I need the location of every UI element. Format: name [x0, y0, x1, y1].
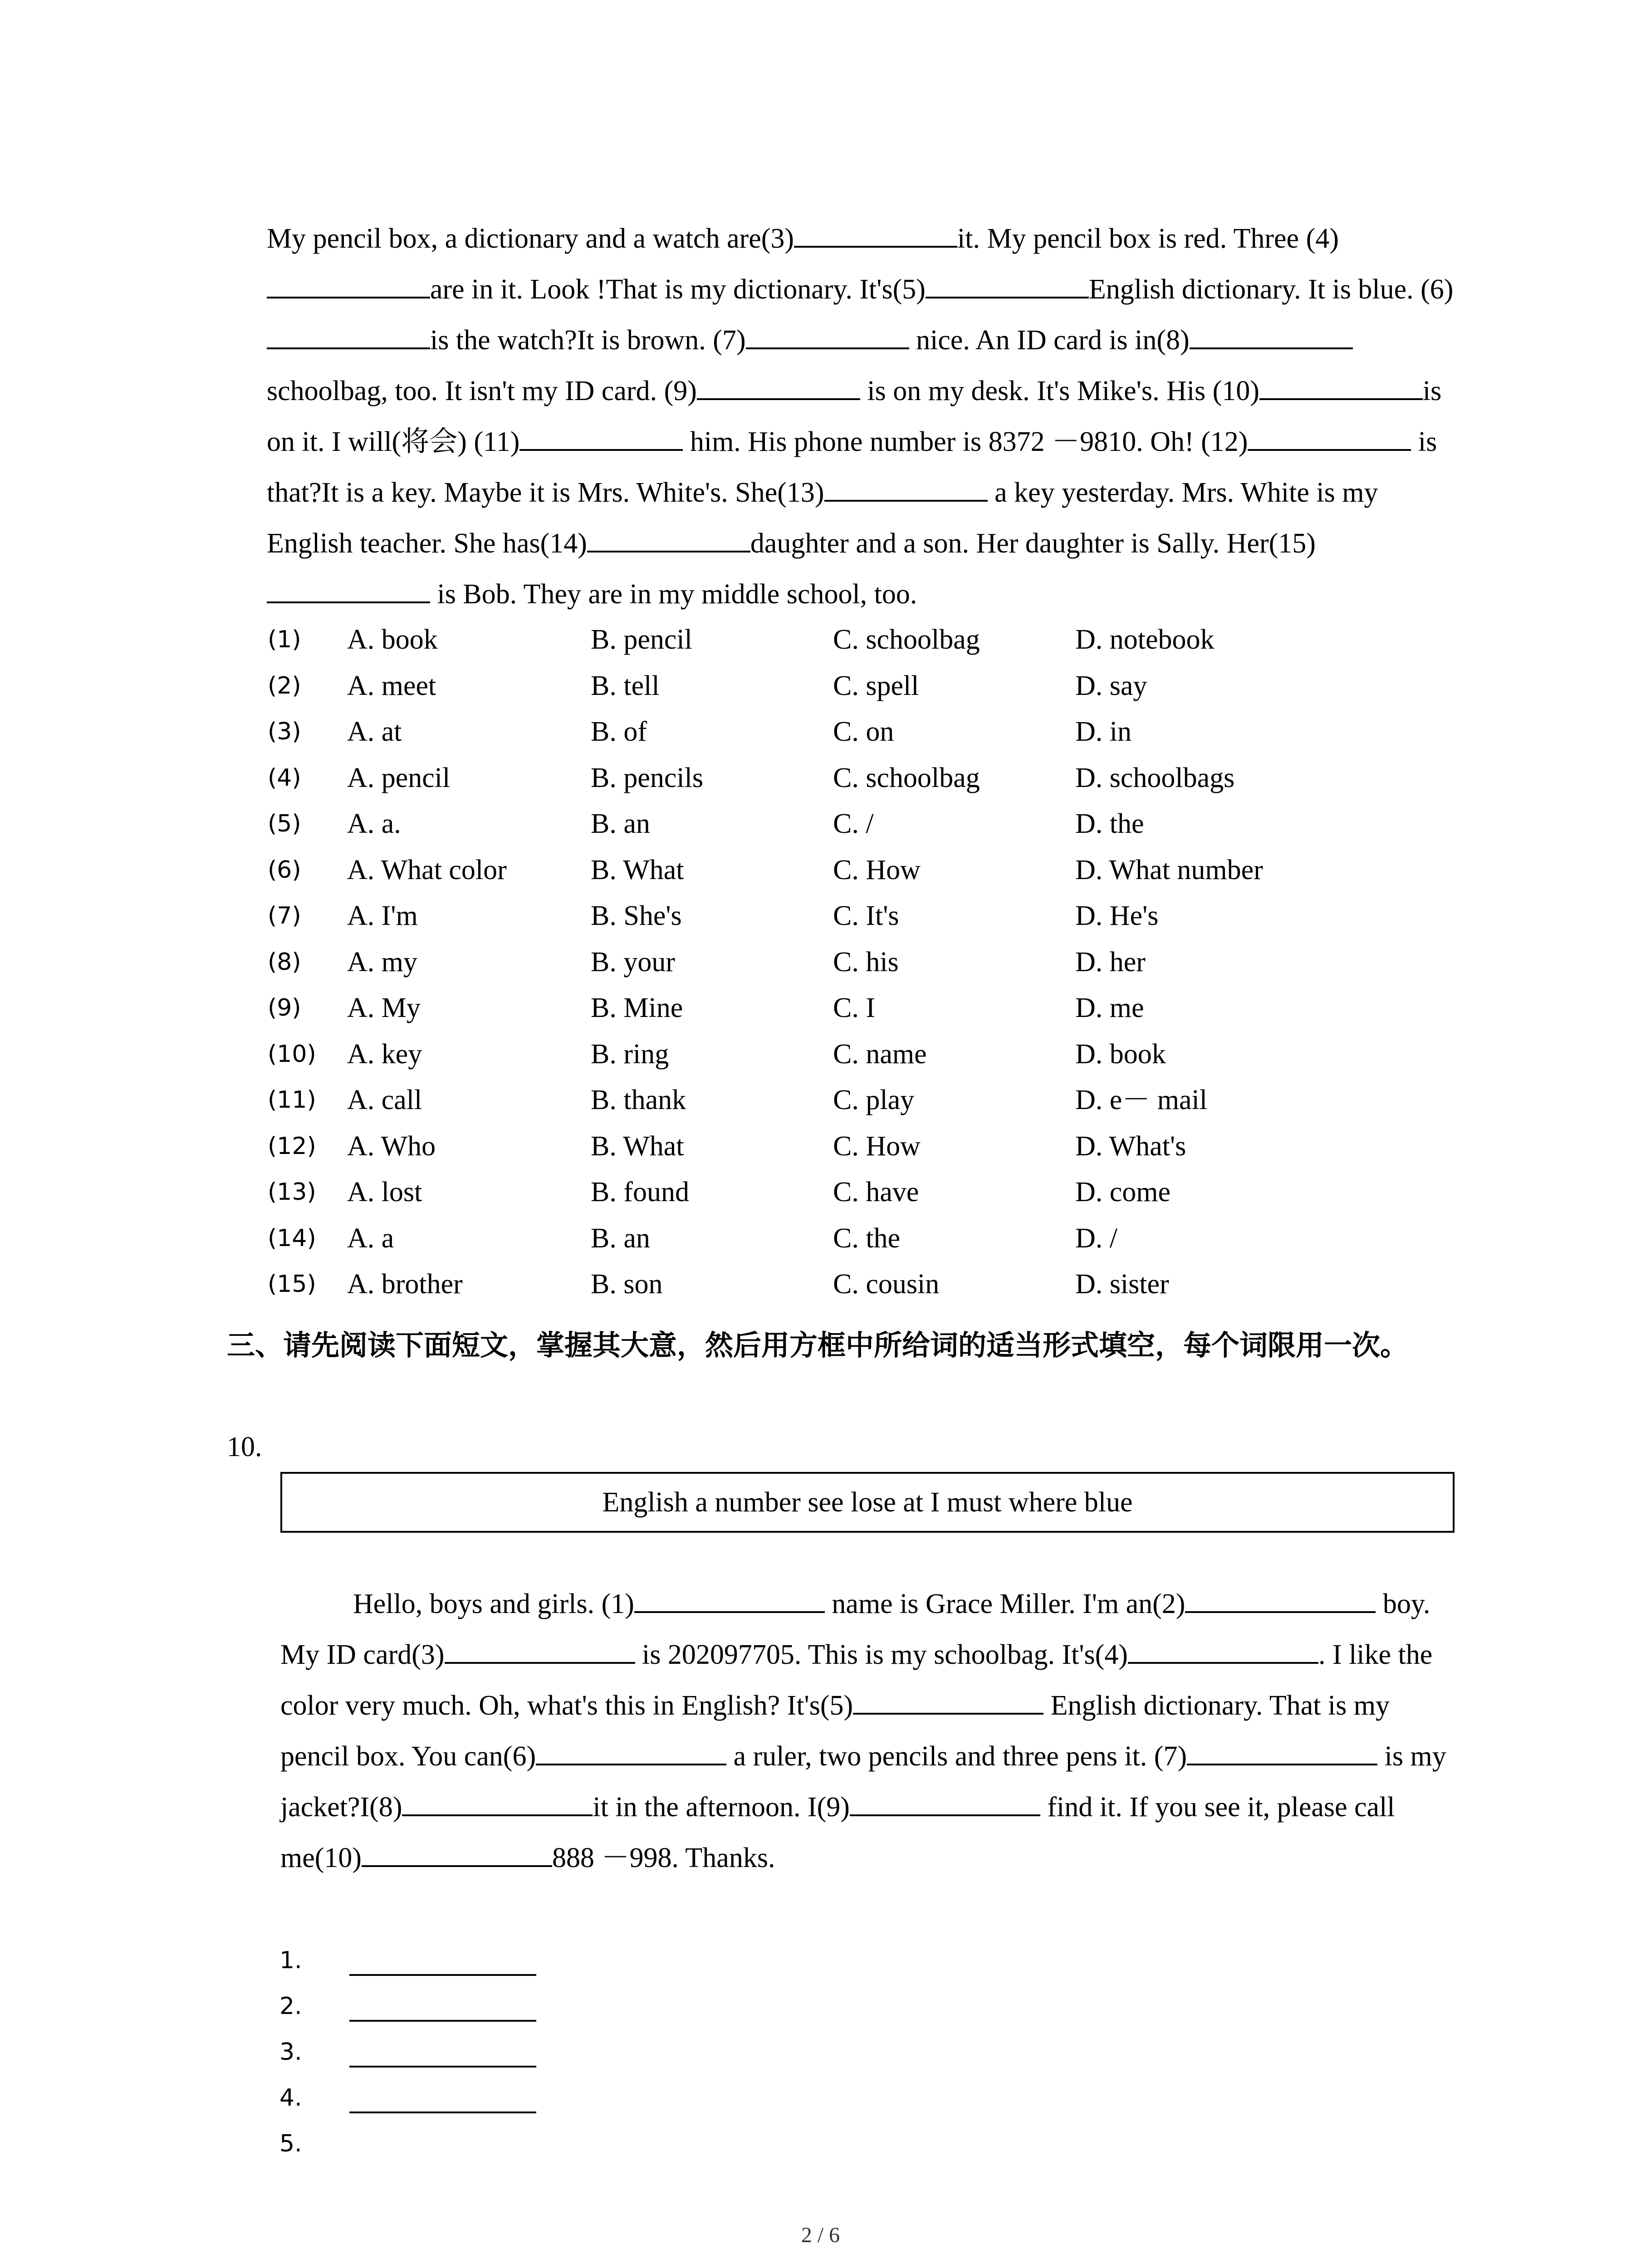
blank-2[interactable]: [1185, 1585, 1376, 1613]
option-d[interactable]: D. What's: [1075, 1130, 1186, 1162]
answer-line[interactable]: [349, 1974, 536, 1976]
option-row: (6) A. What color B. What C. How D. What number: [268, 847, 1447, 894]
option-c[interactable]: C. I: [833, 992, 875, 1023]
option-a[interactable]: A. What color: [347, 854, 507, 885]
option-d[interactable]: D. /: [1075, 1222, 1117, 1254]
option-c[interactable]: C. spell: [833, 670, 919, 701]
option-a[interactable]: A. lost: [347, 1177, 422, 1207]
blank-15[interactable]: [267, 575, 430, 603]
option-a[interactable]: A. Who: [347, 1130, 436, 1162]
blank-8[interactable]: [1190, 321, 1353, 349]
blank-7[interactable]: [746, 321, 909, 349]
option-d[interactable]: D. notebook: [1075, 624, 1215, 655]
option-a[interactable]: A. a: [347, 1222, 394, 1254]
option-a[interactable]: A. meet: [347, 670, 436, 701]
option-b[interactable]: B. of: [591, 716, 647, 747]
option-b[interactable]: B. tell: [591, 670, 660, 701]
option-d[interactable]: D. in: [1075, 716, 1132, 747]
document-page: My pencil box, a dictionary and a watch are(3) it. My pencil box is red. Three (4)are in it. Look !That is my dictionary. It's(5) English dictionary. It is blue. (6)is the watch?It is brown. (7) nice. An ID card is in(8)schoolbag, too. It isn't my ID card. (9) is on my desk. It's Mike's. His (10) is on it. I will(将会) (11) him. His phone number is 8372 －9810. Oh! (12) is that?It is a key. Maybe it is Mrs. White's. She(13) a key yesterday. Mrs. White is my English teacher. She has(14) daughter and a son. Her daughter is Sally. Her(15) is Bob. They are in my middle school, too. (1) A. book B. pencil C. schoolbag D. notebook (2) A. meet B. tell C. spell D. say (3) A. at B. of C. on D. in (4) A. pencil B. pencils C. schoolbag D. schoolbags (5) A. a. B. an C. / D. the (6) A. What color B. What C. How D. What number (7) A. I'm B. She's C. It's D. He's (8) A. my B. your C. his D. her (9) A. My B. Mine C. I D. me (10) A. key B. ring C. name D. book (11) A. call B. thank C. play D. e－ mail (12) A. Who B. What C. How D. What's (13) A. lost B. found C. have D. come (14) A. a B. an C. the D. / (15) A. brother B. son C. cousin D. sister 三、请先阅读下面短文，掌握其大意，然后用方框中所给词的适当形式填空，每个词限用一次。 10. English a number see lose at I must where blue Hello, boys and girls. (1) name is Grace Miller. I'm an(2) boy. My ID card(3) is 202097705. This is my schoolbag. It's(4) . I like the color very much. Oh, what's this in English? It's(5) English dictionary. That is my pencil box. You can(6) a ruler, two pencils and three pens it. (7) is my jacket?I(8) it in the afternoon. I(9) find it. If you see it, please call me(10) 888 －998. Thanks. 1. 2. 3. 4. 5. 2 / 6: [0, 0, 1641, 2268]
blank-6[interactable]: [536, 1737, 726, 1765]
word-bank-text: English a number see lose at I must where blue: [602, 1487, 1133, 1518]
blank-1[interactable]: [634, 1585, 825, 1613]
option-row: (7) A. I'm B. She's C. It's D. He's: [268, 893, 1447, 939]
option-d[interactable]: D. the: [1075, 808, 1144, 839]
blank-6[interactable]: [267, 321, 430, 349]
option-c[interactable]: C. cousin: [833, 1269, 940, 1300]
option-d[interactable]: D. me: [1075, 992, 1144, 1023]
option-d[interactable]: D. come: [1075, 1177, 1171, 1207]
blank-12[interactable]: [1248, 423, 1411, 451]
option-row: (1) A. book B. pencil C. schoolbag D. notebook: [268, 617, 1447, 663]
answer-line[interactable]: [349, 2112, 536, 2113]
blank-10[interactable]: [362, 1839, 552, 1867]
option-c[interactable]: C. schoolbag: [833, 624, 980, 655]
blank-9[interactable]: [850, 1788, 1040, 1816]
option-row: (9) A. My B. Mine C. I D. me: [268, 985, 1447, 1031]
blank-3[interactable]: [445, 1636, 635, 1664]
blank-5[interactable]: [853, 1686, 1043, 1715]
section-heading: 三、请先阅读下面短文，掌握其大意，然后用方框中所给词的适当形式填空，每个词限用一次。: [227, 1329, 1409, 1362]
option-c[interactable]: C. his: [833, 946, 899, 978]
option-a[interactable]: A. a.: [347, 808, 401, 839]
option-d[interactable]: D. sister: [1075, 1269, 1169, 1300]
option-d[interactable]: D. her: [1075, 946, 1146, 978]
option-c[interactable]: C. How: [833, 854, 921, 885]
blank-5[interactable]: [926, 270, 1089, 298]
option-c[interactable]: C. name: [833, 1038, 927, 1070]
option-d[interactable]: D. schoolbags: [1075, 762, 1235, 793]
option-d[interactable]: D. e－ mail: [1075, 1085, 1207, 1115]
option-b[interactable]: B. What: [591, 854, 684, 885]
option-d[interactable]: D. What number: [1075, 854, 1263, 885]
option-a[interactable]: A. pencil: [347, 762, 451, 793]
option-d[interactable]: D. He's: [1075, 900, 1159, 931]
blank-4[interactable]: [267, 270, 430, 298]
option-row: (5) A. a. B. an C. / D. the: [268, 801, 1447, 847]
option-row: (10) A. key B. ring C. name D. book: [268, 1031, 1447, 1078]
option-d[interactable]: D. book: [1075, 1038, 1166, 1070]
option-b[interactable]: B. your: [591, 946, 675, 978]
option-b[interactable]: B. ring: [591, 1038, 669, 1070]
answer-line[interactable]: [349, 2020, 536, 2022]
option-row: (13) A. lost B. found C. have D. come: [268, 1169, 1447, 1216]
option-b[interactable]: B. son: [591, 1269, 663, 1300]
option-row: (15) A. brother B. son C. cousin D. sister: [268, 1261, 1447, 1308]
option-b[interactable]: B. pencil: [591, 624, 692, 655]
blank-7[interactable]: [1187, 1737, 1377, 1765]
option-b[interactable]: B. Mine: [591, 992, 683, 1023]
option-a[interactable]: A. book: [347, 624, 438, 655]
option-row: (4) A. pencil B. pencils C. schoolbag D. schoolbags: [268, 755, 1447, 802]
option-a[interactable]: A. my: [347, 946, 417, 978]
option-b[interactable]: B. What: [591, 1130, 684, 1162]
option-a[interactable]: A. call: [347, 1085, 422, 1115]
option-d[interactable]: D. say: [1075, 670, 1147, 701]
option-c[interactable]: C. How: [833, 1130, 921, 1162]
option-c[interactable]: C. have: [833, 1177, 919, 1207]
page-number: 2 / 6: [801, 2223, 840, 2247]
answer-line[interactable]: [349, 2066, 536, 2068]
option-a[interactable]: A. brother: [347, 1269, 463, 1300]
blank-9[interactable]: [697, 372, 860, 400]
blank-13[interactable]: [824, 474, 988, 502]
option-a[interactable]: A. at: [347, 716, 402, 747]
blank-14[interactable]: [587, 524, 750, 552]
option-b[interactable]: B. thank: [591, 1085, 686, 1115]
blank-11[interactable]: [519, 423, 683, 451]
option-row: (14) A. a B. an C. the D. /: [268, 1216, 1447, 1262]
blank-4[interactable]: [1128, 1636, 1318, 1664]
option-b[interactable]: B. an: [591, 808, 650, 839]
option-row: (11) A. call B. thank C. play D. e－ mail: [268, 1077, 1447, 1124]
option-c[interactable]: C. /: [833, 808, 874, 839]
option-c[interactable]: C. the: [833, 1222, 901, 1254]
option-b[interactable]: B. She's: [591, 900, 682, 931]
option-c[interactable]: C. schoolbag: [833, 762, 980, 793]
option-row: (2) A. meet B. tell C. spell D. say: [268, 663, 1447, 709]
option-row: (12) A. Who B. What C. How D. What's: [268, 1124, 1447, 1170]
option-a[interactable]: A. My: [347, 992, 421, 1023]
option-b[interactable]: B. found: [591, 1177, 689, 1207]
option-row: (8) A. my B. your C. his D. her: [268, 939, 1447, 986]
blank-10[interactable]: [1259, 372, 1423, 400]
blank-8[interactable]: [402, 1788, 593, 1816]
blank-3[interactable]: [794, 220, 957, 248]
option-b[interactable]: B. pencils: [591, 762, 703, 793]
word-bank-box: [280, 1472, 1455, 1533]
option-c[interactable]: C. play: [833, 1085, 915, 1115]
question-number: 10.: [227, 1432, 262, 1462]
option-c[interactable]: C. on: [833, 716, 894, 747]
fill-in-passage: Hello, boys and girls. (1) name is Grace Miller. I'm an(2) boy. My ID card(3) is 202097705. This is my schoolbag. It's(4) . I like the color very much. Oh, what's this in English? It's(5) English dictionary. That is my pencil box. You can(6) a ruler, two pencils and three pens it. (7) is my jacket?I(8) it in the afternoon. I(9) find it. If you see it, please call me(10) 888 －998. Thanks.: [280, 1579, 1460, 1883]
option-a[interactable]: A. I'm: [347, 900, 418, 931]
option-b[interactable]: B. an: [591, 1222, 650, 1254]
options-list: [268, 617, 1447, 1308]
cloze-passage: My pencil box, a dictionary and a watch are(3) it. My pencil box is red. Three (4)are in it. Look !That is my dictionary. It's(5) English dictionary. It is blue. (6)is the watch?It is brown. (7) nice. An ID card is in(8)schoolbag, too. It isn't my ID card. (9) is on my desk. It's Mike's. His (10) is on it. I will(将会) (11) him. His phone number is 8372 －9810. Oh! (12) is that?It is a key. Maybe it is Mrs. White's. She(13) a key yesterday. Mrs. White is my English teacher. She has(14) daughter and a son. Her daughter is Sally. Her(15) is Bob. They are in my middle school, too.: [267, 213, 1455, 620]
option-row: (3) A. at B. of C. on D. in: [268, 709, 1447, 755]
option-c[interactable]: C. It's: [833, 900, 899, 931]
option-a[interactable]: A. key: [347, 1038, 422, 1070]
